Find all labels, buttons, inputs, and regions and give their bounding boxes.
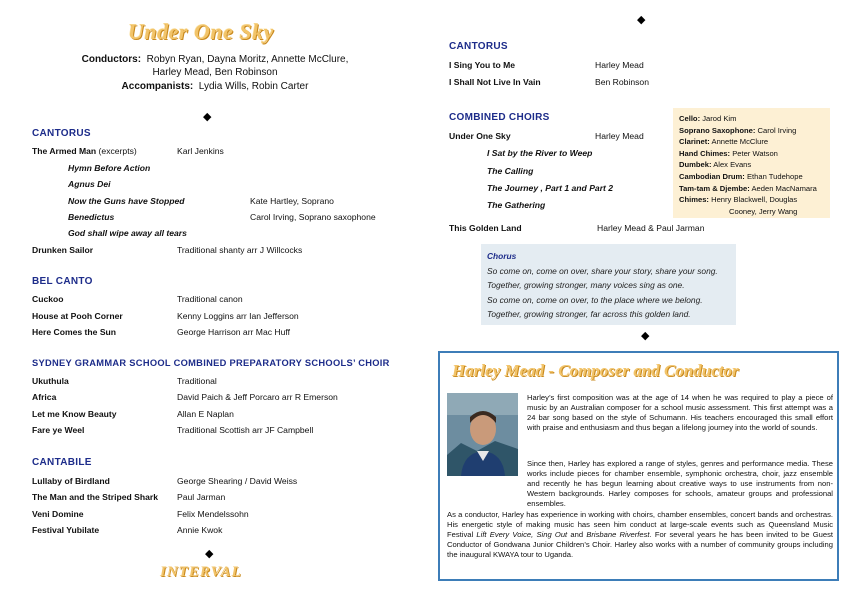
accompanists-credit [40,80,390,93]
conductors-names: Robyn Ryan, Dayna Moritz, Annette McClure, [146,54,349,65]
program-title: Here Comes the Sun [32,327,117,337]
program-title: Fare ye Weel [32,425,85,435]
interval-label: INTERVAL [160,564,242,580]
section-heading-sydney-grammar: SYDNEY GRAMMAR SCHOOL COMBINED PREPARATORY SCHOOLS’ CHOIR [32,358,390,368]
bio-title: Harley Mead - Composer and Conductor [452,361,739,380]
program-item [32,146,137,157]
separator-diamond: ◆ [203,111,212,123]
program-title: I Sing You to Me [449,60,516,70]
section-heading-cantorus-2: CANTORUS [449,41,508,52]
program-composer: Karl Jenkins [177,146,224,156]
program-title: Let me Know Beauty [32,409,117,419]
program-title: Africa [32,392,57,402]
bio-paragraph: As a conductor, Harley has experience in working with choirs, chamber ensembles, concert bands and orchestras. His energetic style of making music has seen him conduct at large-scale events such as Queensland Music Festival Lift Every Voice, Sing Out and Brisbane Riverfest. For several years he has been invited to be Guest Conductor of Gondwana Junior Children’s Choir. Harley also works with a number of community groups including the inaugural KWAYA tour to Uganda. [447,510,833,559]
section-heading-bel-canto: BEL CANTO [32,276,93,287]
instrument-row: Dumbek: Alex Evans [679,160,752,170]
program-composer: Ben Robinson [595,77,649,87]
separator-diamond: ◆ [641,330,650,342]
program-title: Veni Domine [32,509,84,519]
movement-title: Benedictus [68,212,115,222]
bio-paragraph: Since then, Harley has explored a range of styles, genres and performance media. These works include pieces for chamber ensemble, symphonic orchestra, choir, jazz ensemble and recently he has begun learning about creative ways to use instruments from non-Western backgrounds. Harley composes for schools, amateur groups and professional ensembles. [527,459,833,508]
program-composer: Harley Mead [595,131,644,141]
program-title: Ukuthula [32,376,69,386]
section-heading-combined-choirs: COMBINED CHOIRS [449,112,550,123]
program-title: The Man and the Striped Shark [32,492,159,502]
program-composer: George Harrison arr Mac Huff [177,327,291,337]
program-composer: Felix Mendelssohn [177,509,249,519]
conductors-credit [40,53,390,79]
instrumentalists-box [673,108,830,218]
movement-title: The Journey , Part 1 and Part 2 [487,183,614,193]
chorus-line: Together, growing stronger, far across this golden land. [487,309,691,319]
instrument-row: Cello: Jarod Kim [679,114,737,123]
conductors-label: Conductors: [81,54,142,65]
instrument-row: Cambodian Drum: Ethan Tudehope [679,171,803,181]
movement-title: I Sat by the River to Weep [487,148,593,158]
program-composer: David Paich & Jeff Porcaro arr R Emerson [177,392,338,402]
chorus-line: So come on, come on over, to the place where we belong. [487,294,703,305]
movement-title: The Gathering [487,200,546,210]
program-title: Drunken Sailor [32,245,94,255]
program-composer: Traditional [177,376,217,386]
instrument-row-cont: Cooney, Jerry Wang [729,206,798,216]
program-title: I Shall Not Live In Vain [449,77,541,87]
instrument-row: Chimes: Henry Blackwell, Douglas [679,195,798,205]
program-note: (excerpts) [98,146,137,156]
accompanists-names: Lydia Wills, Robin Carter [198,81,309,92]
instrument-row: Soprano Saxophone: Carol Irving [679,125,797,135]
separator-diamond: ◆ [637,14,646,26]
movement-title: The Calling [487,166,534,176]
program-title: Cuckoo [32,294,64,304]
chorus-lyrics-box [481,244,736,325]
section-heading-cantabile: CANTABILE [32,457,92,468]
program-composer: Allan E Naplan [177,409,234,419]
separator-diamond: ◆ [205,548,214,560]
program-composer: Paul Jarman [177,492,226,502]
movement-title: Now the Guns have Stopped [68,196,185,206]
program-composer: Harley Mead [595,60,644,70]
instrument-row: Hand Chimes: Peter Watson [679,148,778,158]
program-title: Under One Sky [449,131,511,141]
chorus-heading: Chorus [487,251,517,261]
soloist: Carol Irving, Soprano saxophone [250,212,376,222]
portrait-image [447,393,518,476]
program-composer: Annie Kwok [177,525,223,535]
program-composer: Traditional canon [177,294,243,304]
chorus-line: Together, growing stronger, many voices sing as one. [487,280,685,290]
program-composer: Traditional Scottish arr JF Campbell [177,425,314,435]
bio-paragraph: Harley’s first composition was at the age of 14 when he was required to play a piece of music by an Australian composer for a school music assessment. This first attempt was a 24 bar song based on the style of Schumann. His teachers encouraged this small effort with praise and enthusiasm and thus began a lifelong journey into the world of sounds. [527,393,833,432]
section-heading-cantorus: CANTORUS [32,128,91,139]
program-title: This Golden Land [449,223,522,233]
program-title: House at Pooh Corner [32,311,123,321]
soloist: Kate Hartley, Soprano [250,196,334,206]
program-composer: Harley Mead & Paul Jarman [597,223,705,233]
conductors-names-cont: Harley Mead, Ben Robinson [152,67,278,78]
program-composer: Traditional shanty arr J Willcocks [177,245,303,255]
program-title: The Armed Man [32,146,97,156]
program-title: Lullaby of Birdland [32,476,110,486]
composer-photo [447,393,518,476]
instrument-row: Tam-tam & Djembe: Aeden MacNamara [679,183,817,193]
movement-title: Hymn Before Action [68,163,151,173]
accompanists-label: Accompanists: [121,81,194,92]
composer-bio-box [438,351,839,581]
movement-title: Agnus Dei [68,179,111,189]
program-composer: George Shearing / David Weiss [177,476,298,486]
program-composer: Kenny Loggins arr Ian Jefferson [177,311,299,321]
instrument-row: Clarinet: Annette McClure [679,137,769,147]
chorus-line: So come on, come on over, share your story, share your song. [487,265,718,276]
program-title: Festival Yubilate [32,525,100,535]
movement-title: God shall wipe away all tears [68,228,187,238]
page-title: Under One Sky [128,19,274,44]
